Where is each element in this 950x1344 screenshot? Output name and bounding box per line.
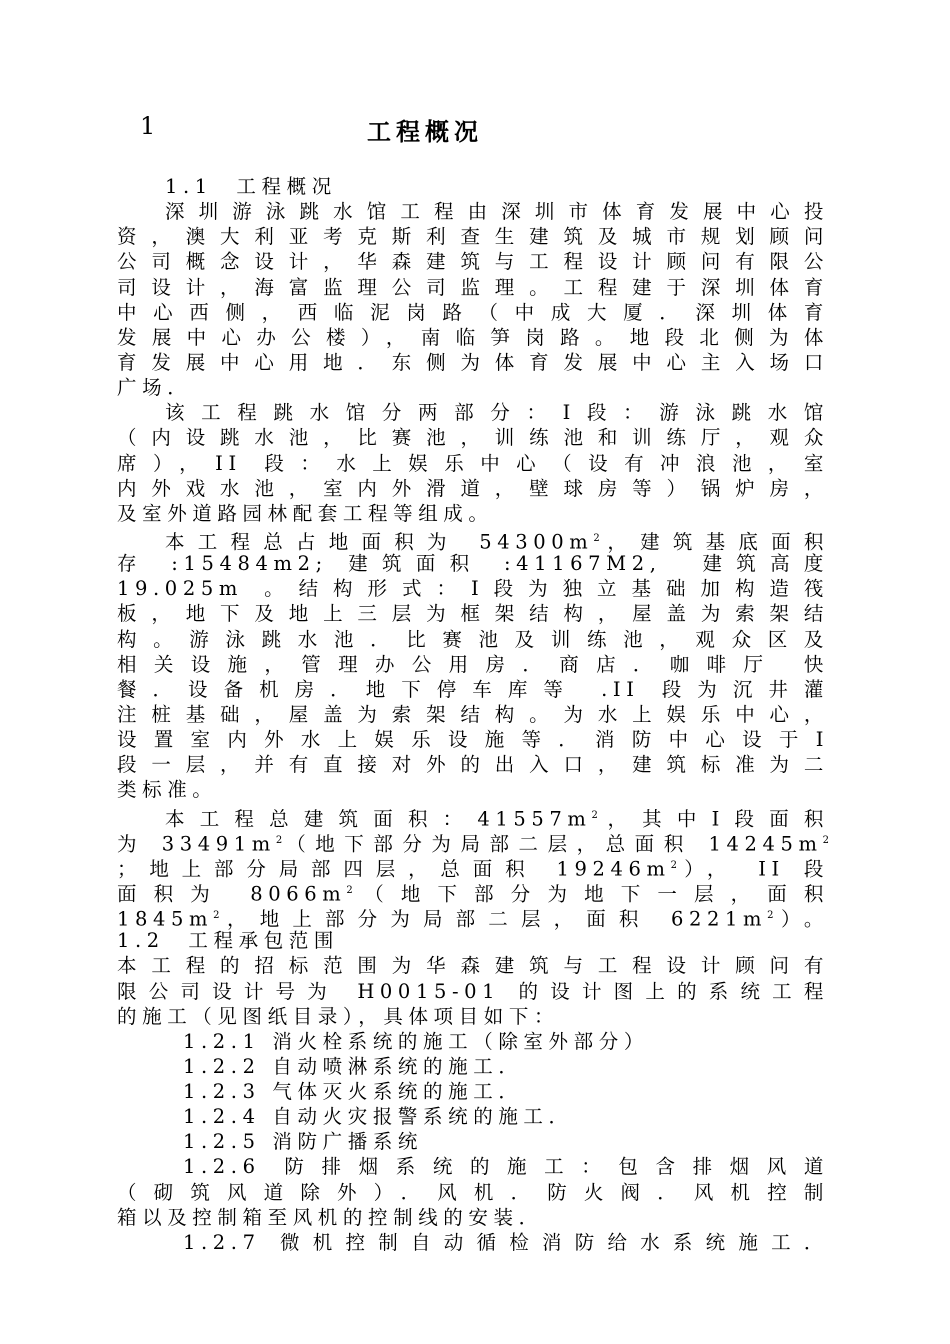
paragraph-line: 公司概念设计，华森建筑与工程设计顾问有限公 bbox=[117, 250, 829, 274]
paragraph-line: 相关设施，管理办公用房．商店．咖啡厅 快 bbox=[117, 652, 829, 676]
paragraph-line: 司设计，海富监理公司监理。工程建于深圳体育 bbox=[117, 275, 829, 299]
chapter-title: 工程概况 bbox=[367, 117, 483, 146]
paragraph-line: 深圳游泳跳水馆工程由深圳市体育发展中心投 bbox=[165, 200, 829, 224]
list-item: 1.2.4 自动火灾报警系统的施工． bbox=[183, 1105, 574, 1129]
list-item: 1.2.6 防排烟系统的施工：包含排烟风道 bbox=[183, 1155, 829, 1179]
paragraph-line: 该工程跳水馆分两部分：Ⅰ段：游泳跳水馆 bbox=[165, 401, 829, 425]
chapter-heading bbox=[0, 112, 950, 148]
paragraph-line: 19.025m 。结构形式：Ⅰ段为独立基础加构造筏 bbox=[117, 577, 829, 601]
list-item-continuation: 箱以及控制箱至风机的控制线的安装． bbox=[117, 1205, 544, 1229]
paragraph-line: 中心西侧，西临泥岗路（中成大厦．深圳体育 bbox=[117, 300, 829, 324]
list-item: 1.2.1 消火栓系统的施工（除室外部分） bbox=[183, 1029, 649, 1053]
paragraph-line: 构。游泳跳水池．比赛池及训练池，观众区及 bbox=[117, 627, 829, 651]
document-body bbox=[117, 174, 829, 1255]
paragraph-line: 及室外道路园林配套工程等组成。 bbox=[117, 501, 494, 525]
list-item: 1.2.2 自动喷淋系统的施工． bbox=[183, 1054, 524, 1078]
paragraph-line: 育发展中心用地．东侧为体育发展中心主入场口 bbox=[117, 350, 829, 374]
section-heading-1-2: 1.2 工程承包范围 bbox=[117, 929, 340, 953]
paragraph-line: 存 :15484m2; 建筑面积 :41167M2, 建筑高度 bbox=[117, 552, 829, 576]
paragraph-line: 餐．设备机房．地下停车库等 .II 段为沉井灌 bbox=[117, 677, 829, 701]
list-item: 1.2.5 消防广播系统 bbox=[183, 1130, 424, 1154]
paragraph-line: 面积为 $8066m^2$（地下部分为地下一层，面积 bbox=[117, 882, 829, 906]
paragraph-line: 段一层，并有直接对外的出入口，建筑标准为二 bbox=[117, 753, 829, 777]
chapter-number: 1 bbox=[140, 112, 156, 140]
list-item-continuation: （砌筑风道除外）．风机．防火阀．风机控制 bbox=[117, 1180, 829, 1204]
paragraph-line: 本工程总建筑面积：$41557m^2$，其中Ⅰ段面积 bbox=[165, 807, 830, 831]
paragraph-line: 本工程的招标范围为华森建筑与工程设计顾问有 bbox=[117, 954, 829, 978]
paragraph-line: 资，澳大利亚考克斯利查生建筑及城市规划顾问 bbox=[117, 225, 829, 249]
paragraph-line: 广场． bbox=[117, 376, 193, 400]
paragraph-line: $1845m^2$，地上部分为局部二层，面积 $6221m^2$）。 bbox=[117, 907, 829, 931]
paragraph-line: 为 $33491m^2$（地下部分为局部二层，总面积 $14245m^2$ bbox=[117, 832, 829, 856]
paragraph-line: 席），II 段：水上娱乐中心（设有冲浪池，室 bbox=[117, 451, 829, 475]
paragraph-line: 板，地下及地上三层为框架结构，屋盖为索架结 bbox=[117, 602, 829, 626]
section-heading-1-1: 1.1 工程概况 bbox=[165, 175, 337, 198]
paragraph-line: 类标准。 bbox=[117, 778, 218, 802]
list-item: 1.2.3 气体灭火系统的施工． bbox=[183, 1080, 524, 1104]
paragraph-line: 发展中心办公楼），南临笋岗路。地段北侧为体 bbox=[117, 325, 829, 349]
paragraph-line: 本工程总占地面积为 $54300m^2$，建筑基底面积 bbox=[165, 530, 830, 554]
list-item: 1.2.7 微机控制自动循检消防给水系统施工． bbox=[183, 1230, 829, 1254]
paragraph-line: 设置室内外水上娱乐设施等．消防中心设于Ⅰ bbox=[117, 728, 829, 752]
paragraph-line: 注桩基础，屋盖为索架结构。为水上娱乐中心， bbox=[117, 702, 829, 726]
paragraph-line: 限公司设计号为 H0015-01 的设计图上的系统工程 bbox=[117, 979, 829, 1003]
paragraph-line: 的施工（见图纸目录），具体项目如下： bbox=[117, 1004, 560, 1028]
paragraph-line: ；地上部分局部四层，总面积 $19246m^2$）， II 段 bbox=[117, 857, 829, 881]
paragraph-line: （内设跳水池，比赛池，训练池和训练厅，观众 bbox=[117, 426, 829, 450]
paragraph-line: 内外戏水池，室内外滑道，壁球房等）锅炉房， bbox=[117, 476, 829, 500]
